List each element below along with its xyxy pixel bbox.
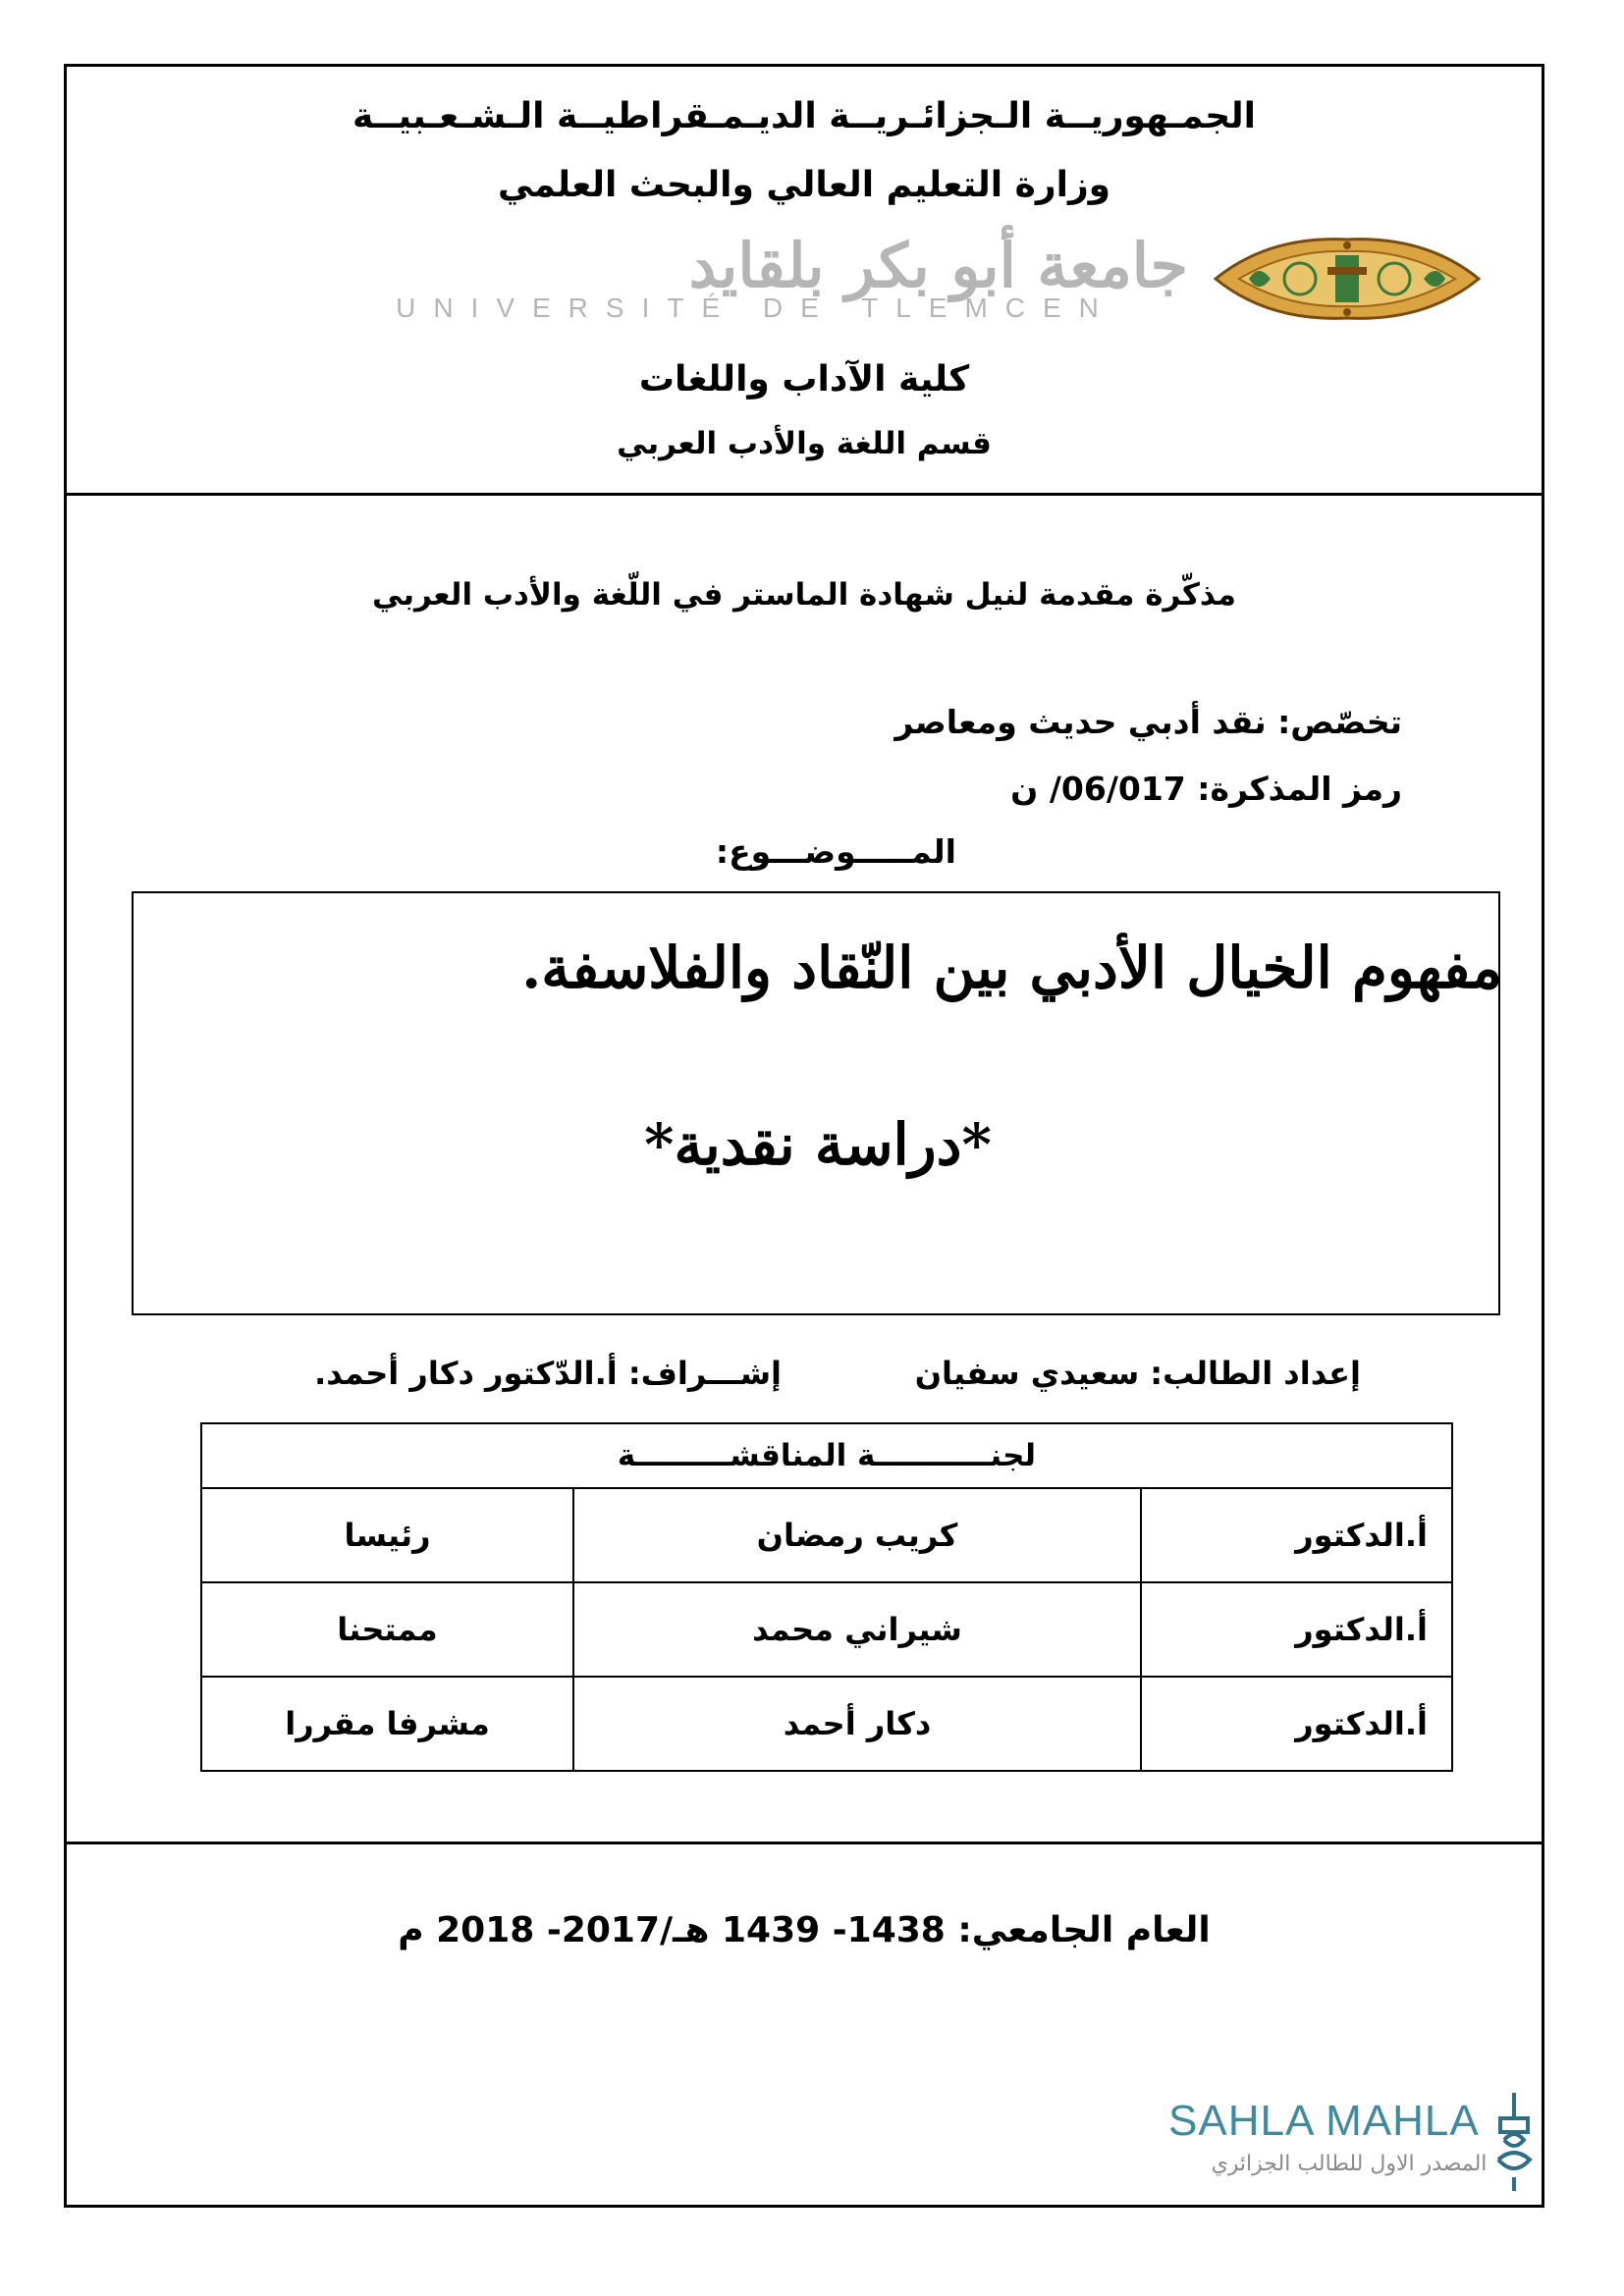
- academic-year-label: العام الجامعي:: [957, 1910, 1211, 1950]
- subject-title: مفهوم الخيال الأدبي بين النّقاد والفلاسفة.: [521, 934, 1502, 1001]
- thesis-purpose: مذكّرة مقدمة لنيل شهادة الماستر في اللّغة والأدب العربي: [372, 577, 1236, 613]
- academic-year: [64, 1910, 1544, 1950]
- member-role: ممتحنا: [201, 1582, 573, 1677]
- subject-label: المـــــوضـــوع:: [715, 832, 956, 871]
- thesis-code-value: 06/017: [1060, 770, 1186, 808]
- thesis-code-suffix: / ن: [1010, 770, 1061, 808]
- student-credit: إعداد الطالب: سعيدي سفيان: [914, 1355, 1361, 1392]
- subject-subtitle: *دراسة نقدية*: [644, 1111, 992, 1178]
- committee-header-row: [201, 1423, 1452, 1488]
- committee-table: [200, 1422, 1453, 1772]
- header-divider: [64, 493, 1544, 496]
- table-row: [201, 1677, 1452, 1771]
- member-title: أ.الدكتور: [1141, 1488, 1452, 1582]
- member-title: أ.الدكتور: [1141, 1582, 1452, 1677]
- university-name-arabic: جامعة أبو بكر بلقايد: [688, 230, 1188, 301]
- department-heading: قسم اللغة والأدب العربي: [617, 426, 992, 461]
- member-name: شيراني محمد: [573, 1582, 1141, 1677]
- member-role: مشرفا مقررا: [201, 1677, 573, 1771]
- thesis-code-label: رمز المذكرة:: [1197, 770, 1402, 808]
- table-row: [201, 1582, 1452, 1677]
- member-name: كريب رمضان: [573, 1488, 1141, 1582]
- republic-heading: الجمـهوريــة الـجزائـريــة الديـمـقراطيــة الـشـعـبيــة: [352, 96, 1257, 136]
- university-name-french: UNIVERSITÉ DE TLEMCEN: [396, 293, 1116, 323]
- watermark-tagline: المصدر الاول للطالب الجزائري: [1211, 2152, 1488, 2176]
- academic-year-value: 1438- 1439 هـ/2017- 2018 م: [398, 1910, 946, 1950]
- thesis-code: [1010, 770, 1402, 808]
- thesis-specialty: تخصّص: نقد أدبي حديث ومعاصر: [894, 703, 1402, 741]
- ministry-heading: وزارة التعليم العالي والبحث العلمي: [497, 165, 1111, 205]
- member-role: رئيسا: [201, 1488, 573, 1582]
- table-row: [201, 1488, 1452, 1582]
- university-emblem-icon: [1210, 234, 1485, 324]
- committee-heading: لجنـــــــــــة المناقشـــــــــة: [201, 1423, 1452, 1488]
- member-title: أ.الدكتور: [1141, 1677, 1452, 1771]
- footer-divider: [64, 1842, 1544, 1844]
- watermark-brand: SAHLA MAHLA: [1168, 2097, 1480, 2145]
- supervisor-credit: إشـــراف: أ.الدّكتور دكار أحمد.: [314, 1355, 782, 1392]
- subject-box: [132, 891, 1500, 1315]
- university-logo-wordmark: [304, 230, 1188, 323]
- faculty-heading: كلية الآداب واللغات: [638, 359, 970, 400]
- sahla-mahla-watermark: [1159, 2089, 1551, 2197]
- watermark-logo-icon: [1490, 2089, 1538, 2195]
- member-name: دكار أحمد: [573, 1677, 1141, 1771]
